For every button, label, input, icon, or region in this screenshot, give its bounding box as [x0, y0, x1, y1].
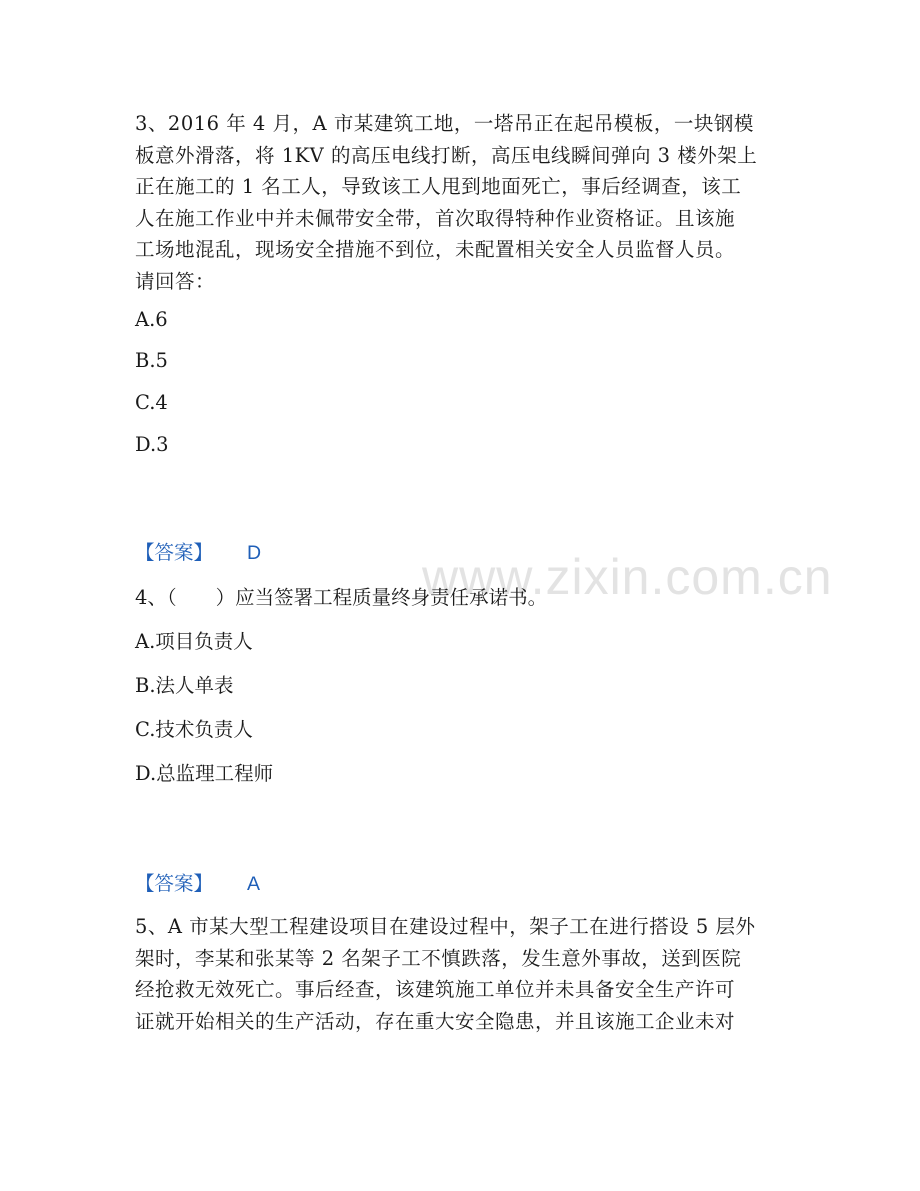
- question-3-line: 请回答：: [135, 269, 216, 293]
- question-5-line: 架时，李某和张某等 2 名架子工不慎跌落，发生意外事故，送到医院: [135, 946, 742, 970]
- question-5: [135, 911, 775, 1037]
- question-4-option-c: C.技术负责人: [135, 718, 253, 741]
- question-3-option-d: D.3: [135, 433, 169, 456]
- answer-label: 【答案】: [135, 872, 214, 895]
- question-3-line: 工场地混乱，现场安全措施不到位，未配置相关安全人员监督人员。: [135, 238, 736, 261]
- question-3-option-a: A.6: [135, 308, 168, 331]
- answer-value: A: [247, 873, 261, 895]
- question-3-line: 人在施工作业中并未佩带安全带，首次取得特种作业资格证。且该施: [135, 206, 736, 230]
- question-3-line: 板意外滑落，将 1KV 的高压电线打断，高压电线瞬间弹向 3 楼外架上: [135, 143, 758, 167]
- question-4-answer: [135, 871, 260, 897]
- question-3-option-c: C.4: [135, 391, 168, 414]
- question-3: [135, 108, 775, 297]
- question-4-option-d: D.总监理工程师: [135, 762, 274, 785]
- answer-label: 【答案】: [135, 541, 214, 564]
- question-4-option-b: B.法人单表: [135, 674, 234, 697]
- question-5-line: 经抢救无效死亡。事后经查，该建筑施工单位并未具备安全生产许可: [135, 978, 736, 1001]
- question-4-option-a: A.项目负责人: [135, 630, 253, 653]
- watermark: www.zixin.com.cn: [422, 549, 833, 605]
- question-3-line: 正在施工的 1 名工人，导致该工人甩到地面死亡，事后经调查，该工: [135, 175, 742, 198]
- question-3-option-b: B.5: [135, 349, 168, 372]
- question-5-line: 证就开始相关的生产活动，存在重大安全隐患，并且该施工企业未对: [135, 1009, 736, 1033]
- question-5-line: 5、A 市某大型工程建设项目在建设过程中，架子工在进行搭设 5 层外: [135, 915, 756, 938]
- question-3-answer: [135, 540, 261, 566]
- answer-value: D: [247, 542, 262, 564]
- question-4: 4、（ ）应当签署工程质量终身责任承诺书。: [135, 586, 548, 609]
- question-3-line: 3、2016 年 4 月，A 市某建筑工地，一塔吊正在起吊模板，一块钢模: [135, 112, 754, 135]
